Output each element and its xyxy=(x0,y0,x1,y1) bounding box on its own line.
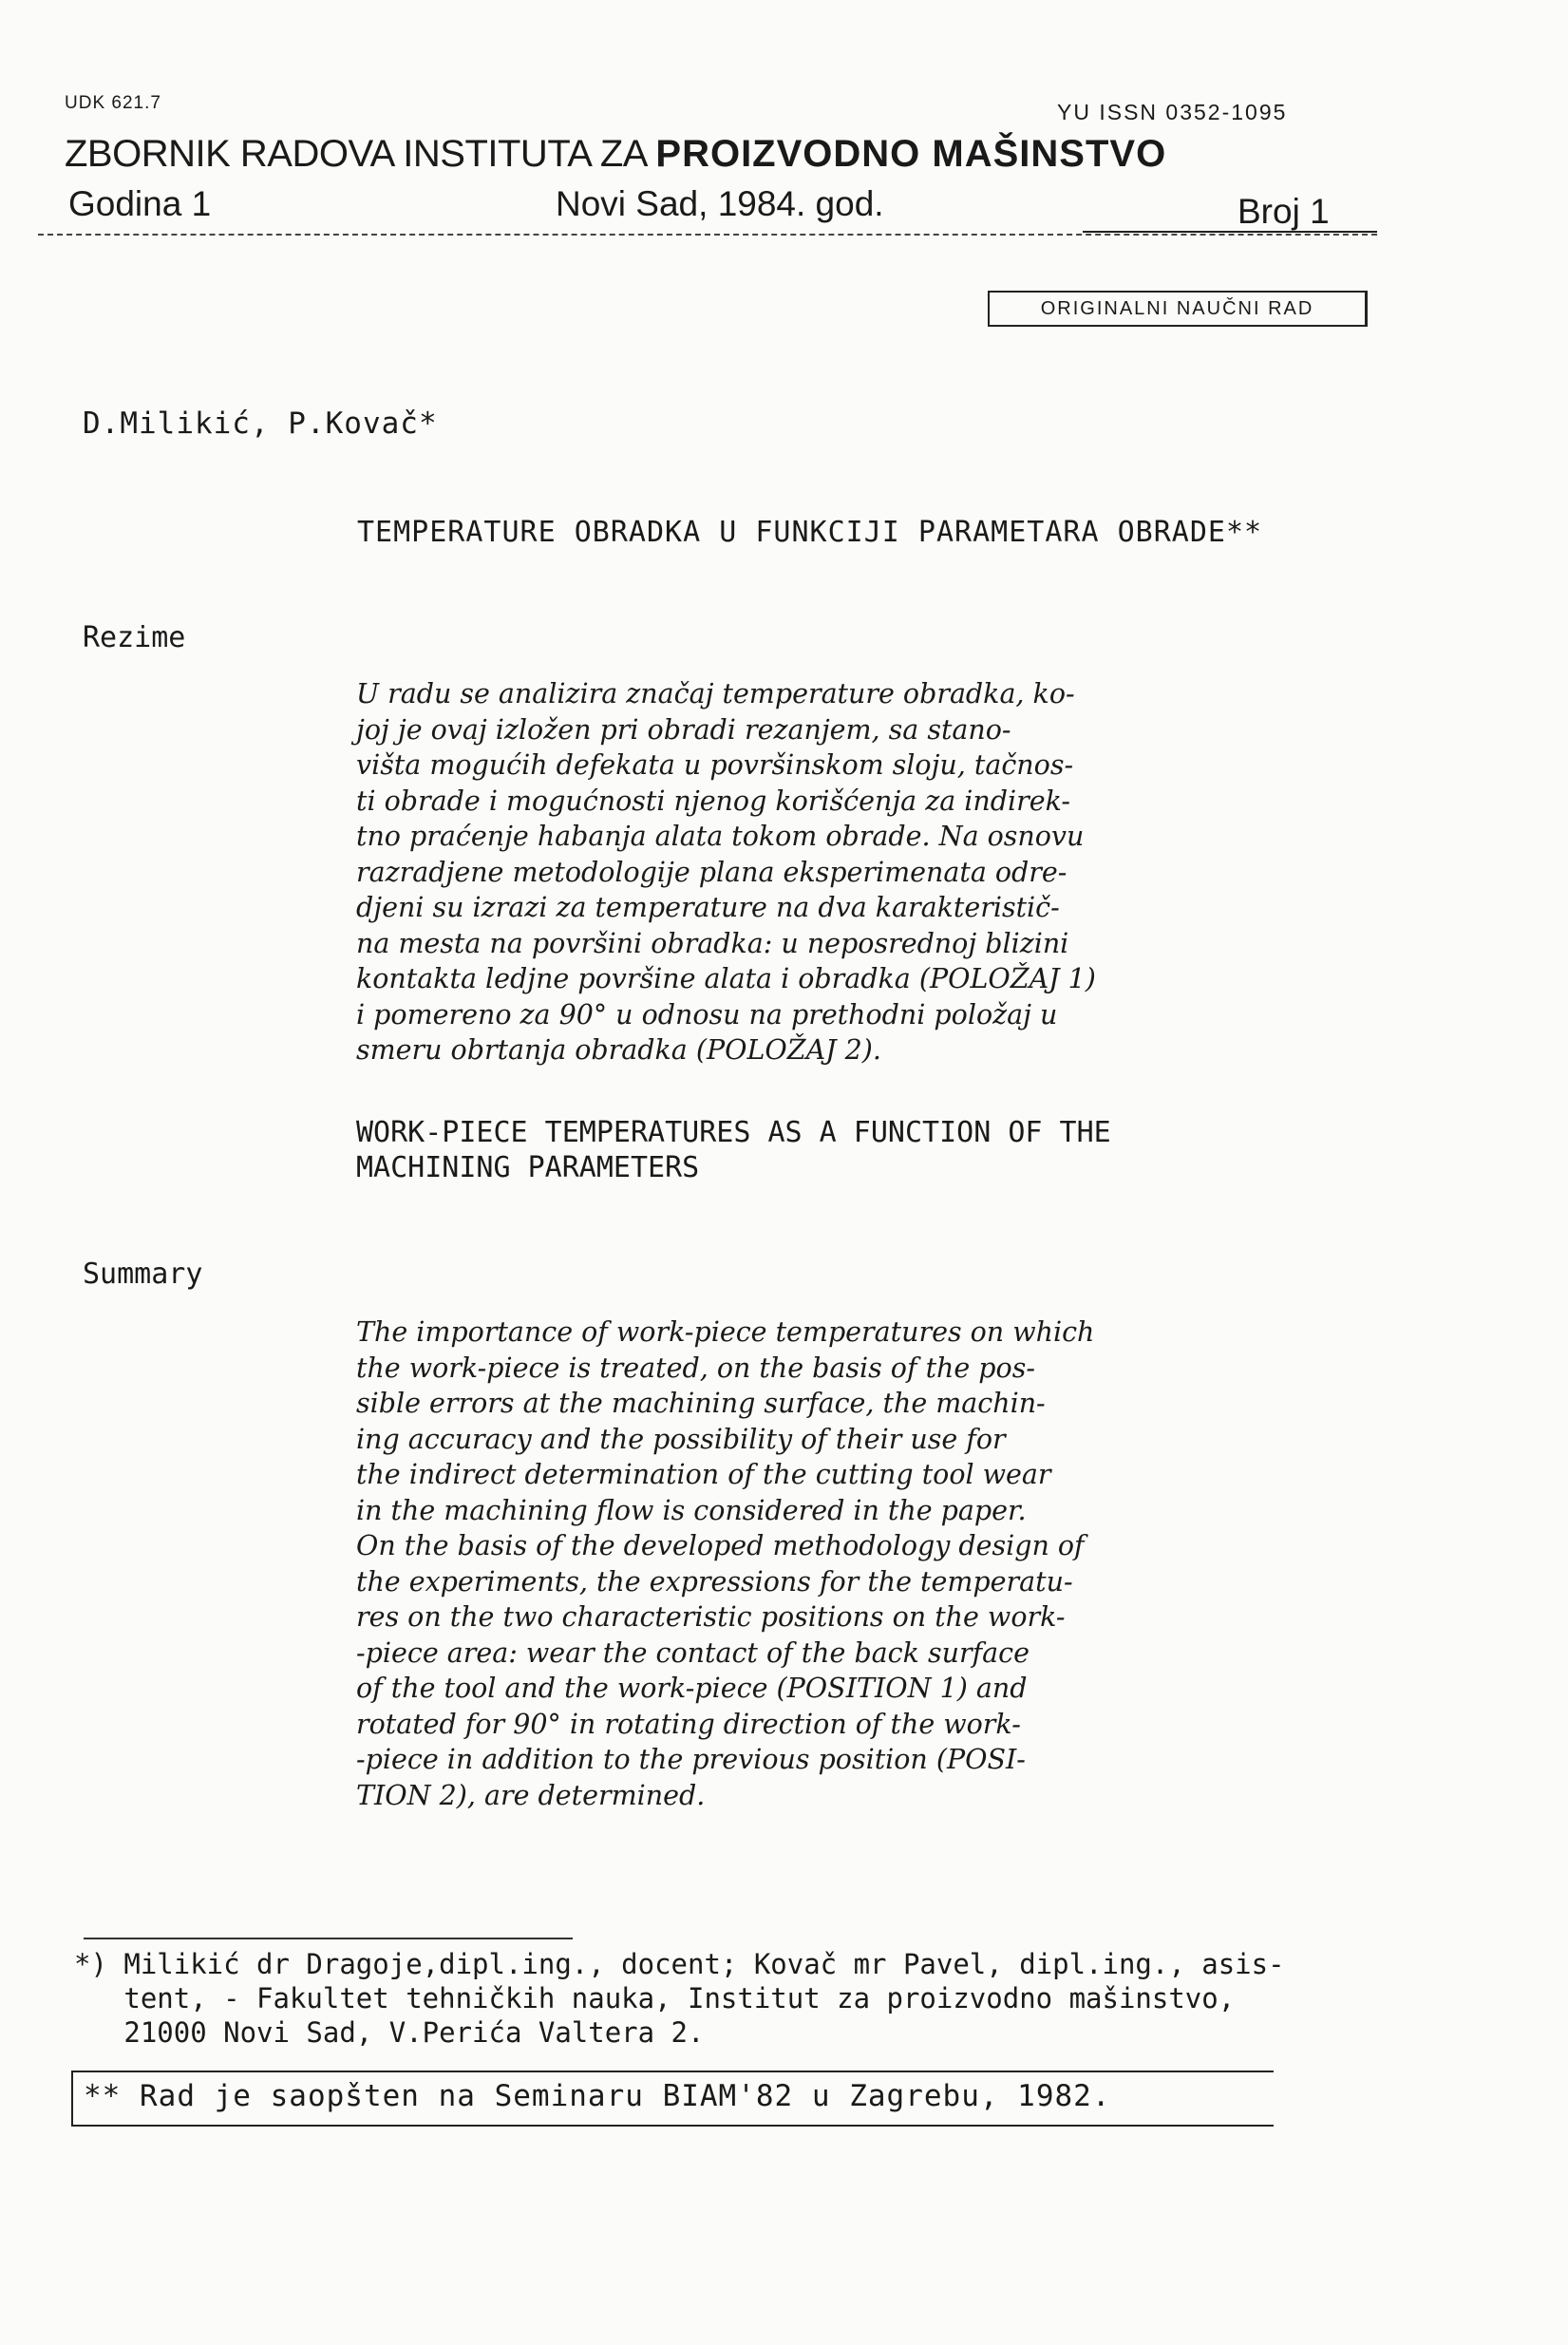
abstract-line: razradjene metodologije plana eksperimenata odre- xyxy=(356,856,1067,888)
summary-line: of the tool and the work-piece (POSITION 1) and xyxy=(356,1673,1028,1704)
header-rule xyxy=(38,234,1377,236)
title-en-line: WORK-PIECE TEMPERATURES AS A FUNCTION OF THE xyxy=(356,1116,1111,1149)
abstract-line: na mesta na površini obradka: u neposrednoj blizini xyxy=(356,927,1069,959)
summary-line: the work-piece is treated, on the basis of the pos- xyxy=(356,1352,1035,1384)
footnote-authors xyxy=(74,1947,1404,2050)
summary-abstract xyxy=(356,1314,1496,1813)
footnote-seminar: ** Rad je saopšten na Seminaru BIAM'82 u Zagrebu, 1982. xyxy=(84,2079,1111,2113)
abstract-line: smeru obrtanja obradka (POLOŽAJ 2). xyxy=(356,1034,881,1066)
abstract-line: joj je ovaj izložen pri obradi rezanjem, sa stano- xyxy=(356,713,1011,746)
summary-line: On the basis of the developed methodology design of xyxy=(356,1530,1085,1561)
abstract-line: ti obrade i mogućnosti njenog korišćenja za indirek- xyxy=(356,785,1071,817)
authors: D.Milikić, P.Kovač* xyxy=(83,407,438,441)
summary-line: -piece in addition to the previous position (POSI- xyxy=(356,1744,1026,1775)
issn-code: YU ISSN 0352-1095 xyxy=(1057,100,1288,124)
abstract-line: djeni su izrazi za temperature na dva karakteristič- xyxy=(356,892,1060,923)
year-label: Godina 1 xyxy=(68,184,212,223)
abstract-line: višta mogućih defekata u površinskom sloju, tačnos- xyxy=(356,749,1074,781)
summary-line: -piece area: wear the contact of the back surface xyxy=(356,1636,1030,1669)
footnote-separator xyxy=(84,1938,573,1939)
issue-underline xyxy=(1083,231,1377,233)
summary-heading: Summary xyxy=(83,1258,203,1291)
summary-line: sible errors at the machining surface, the machin- xyxy=(356,1388,1046,1419)
summary-line: res on the two characteristic positions on the work- xyxy=(356,1601,1066,1633)
summary-line: TION 2), are determined. xyxy=(356,1779,706,1811)
issue-line xyxy=(65,184,1375,232)
summary-line: the indirect determination of the cutting tool wear xyxy=(356,1459,1051,1490)
summary-line: ing accuracy and the possibility of their use for xyxy=(356,1423,1006,1455)
abstract-line: i pomereno za 90° u odnosu na prethodni položaj u xyxy=(356,998,1058,1031)
udk-code: UDK 621.7 xyxy=(65,93,161,113)
footnote-line: tent, - Fakultet tehničkih nauka, Institut za proizvodno mašinstvo, xyxy=(74,1982,1236,2014)
rezime-heading: Rezime xyxy=(83,621,186,654)
journal-title xyxy=(65,133,1166,176)
title-en-line: MACHINING PARAMETERS xyxy=(356,1151,700,1184)
summary-line: the experiments, the expressions for the temperatu- xyxy=(356,1565,1073,1598)
rezime-abstract xyxy=(356,676,1467,1068)
paper-title-sr: TEMPERATURE OBRADKA U FUNKCIJI PARAMETARA OBRADE** xyxy=(357,516,1263,549)
abstract-line: kontakta ledjne površine alata i obradka (POLOŽAJ 1) xyxy=(356,963,1096,994)
footnote-line: *) Milikić dr Dragoje,dipl.ing., docent; Kovač mr Pavel, dipl.ing., asis- xyxy=(74,1948,1285,1980)
journal-title-bold: PROIZVODNO MAŠINSTVO xyxy=(655,133,1167,175)
issue-number: Broj 1 xyxy=(1237,192,1330,231)
paper-title-en xyxy=(356,1115,1496,1185)
abstract-line: U radu se analizira značaj temperature obradka, ko- xyxy=(356,678,1075,709)
journal-title-regular: ZBORNIK RADOVA INSTITUTA ZA xyxy=(65,133,656,175)
summary-line: rotated for 90° in rotating direction of the work- xyxy=(356,1708,1021,1740)
summary-line: in the machining flow is considered in the paper. xyxy=(356,1494,1027,1526)
summary-line: The importance of work-piece temperatures on which xyxy=(356,1316,1095,1348)
article-type-badge: ORIGINALNI NAUČNI RAD xyxy=(988,291,1368,327)
abstract-line: tno praćenje habanja alata tokom obrade. Na osnovu xyxy=(356,821,1085,852)
place-date: Novi Sad, 1984. god. xyxy=(556,184,884,223)
footnote-line: 21000 Novi Sad, V.Perića Valtera 2. xyxy=(74,2016,705,2049)
